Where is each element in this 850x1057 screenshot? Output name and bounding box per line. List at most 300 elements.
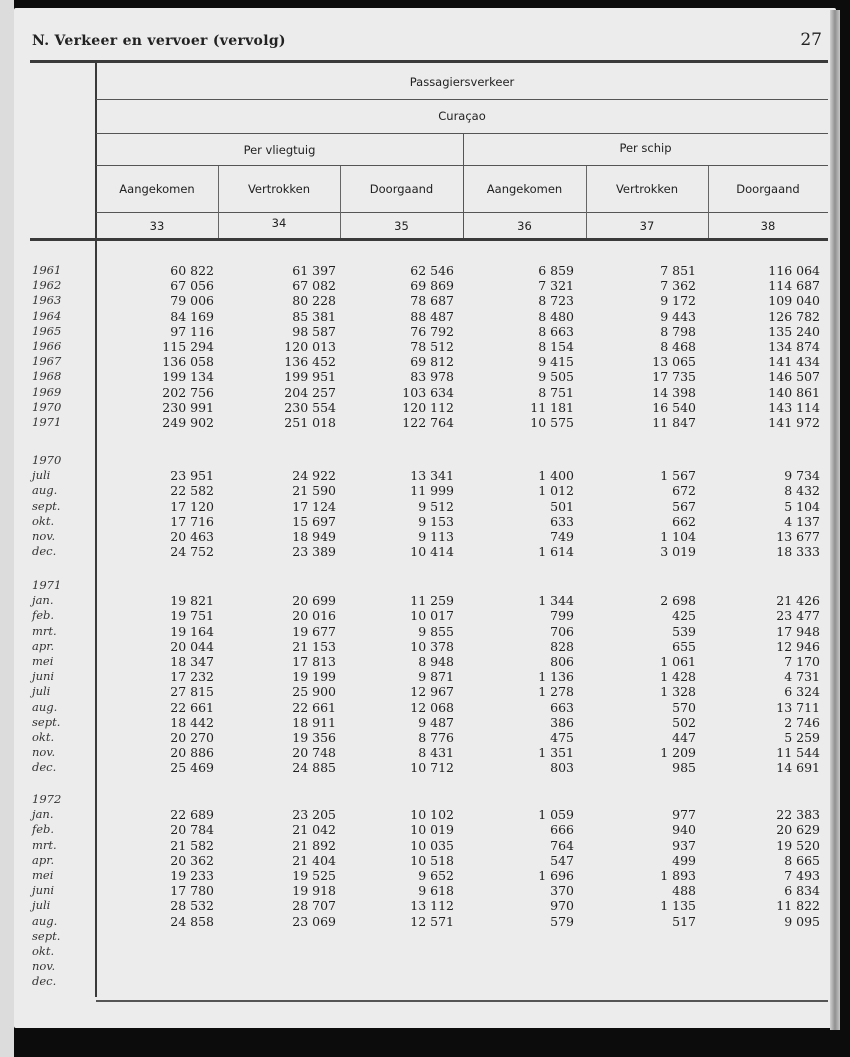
table-cell: 8 468 bbox=[660, 338, 696, 354]
table-cell: 17 716 bbox=[170, 513, 214, 529]
row-label: juni bbox=[32, 883, 55, 898]
table-cell: 9 095 bbox=[784, 913, 820, 929]
col-number-33: 33 bbox=[149, 219, 165, 233]
table-cell: 21 590 bbox=[292, 483, 336, 499]
table-cell: 143 114 bbox=[768, 399, 820, 415]
col-number-35: 35 bbox=[394, 219, 409, 233]
table-cell: 539 bbox=[672, 623, 696, 639]
table-cell: 230 554 bbox=[284, 399, 336, 415]
table-cell: 8 776 bbox=[418, 729, 454, 745]
table-cell bbox=[710, 944, 820, 959]
table-cell: 13 677 bbox=[776, 528, 820, 544]
table-cell: 7 851 bbox=[660, 263, 696, 278]
table-cell: 977 bbox=[672, 807, 696, 823]
table-cell: 803 bbox=[550, 760, 574, 776]
header-rule-4 bbox=[96, 212, 828, 213]
table-cell: 4 731 bbox=[784, 669, 820, 685]
table-cell: 9 415 bbox=[538, 354, 574, 370]
table-cell: 11 999 bbox=[410, 483, 454, 499]
row-label: okt. bbox=[32, 513, 55, 528]
table-cell: 1 344 bbox=[538, 593, 574, 609]
table-cell: 19 520 bbox=[776, 837, 820, 853]
table-cell bbox=[226, 944, 336, 959]
table-cell bbox=[710, 959, 820, 974]
row-labels bbox=[32, 792, 61, 989]
table-cell: 6 859 bbox=[538, 263, 574, 278]
table-cell: 83 978 bbox=[410, 369, 454, 385]
table-cell bbox=[586, 974, 696, 989]
table-cell: 985 bbox=[672, 760, 696, 776]
table-cell: 136 452 bbox=[284, 354, 336, 370]
table-cell bbox=[464, 974, 574, 989]
table-cell: 663 bbox=[550, 699, 574, 715]
table-cell: 114 687 bbox=[768, 278, 820, 294]
table-cell: 488 bbox=[672, 883, 696, 899]
table-cell: 764 bbox=[550, 837, 574, 853]
row-label: juni bbox=[32, 669, 55, 684]
value-column-33 bbox=[104, 807, 214, 989]
table-cell bbox=[104, 944, 214, 959]
table-cell: 84 169 bbox=[170, 308, 214, 324]
table-cell: 109 040 bbox=[768, 293, 820, 309]
table-cell bbox=[586, 959, 696, 974]
row-label: sept. bbox=[32, 928, 61, 943]
table-cell: 15 697 bbox=[292, 513, 336, 529]
table-cell: 141 972 bbox=[768, 414, 820, 430]
header-rule-1 bbox=[96, 99, 828, 100]
row-label: 1970 bbox=[32, 399, 62, 414]
table-cell: 1 400 bbox=[538, 468, 574, 484]
row-label: mrt. bbox=[32, 623, 57, 638]
table-cell: 7 362 bbox=[660, 278, 696, 294]
table-cell: 940 bbox=[672, 822, 696, 838]
table-cell: 9 871 bbox=[418, 669, 454, 685]
table-cell: 67 056 bbox=[170, 278, 214, 294]
table-cell: 10 035 bbox=[410, 837, 454, 853]
table-cell: 1 614 bbox=[538, 544, 574, 560]
table-cell: 9 855 bbox=[418, 623, 454, 639]
section-title: N. Verkeer en vervoer (vervolg) bbox=[32, 33, 286, 49]
table-cell: 12 571 bbox=[410, 913, 454, 929]
table-cell: 25 469 bbox=[170, 760, 214, 776]
row-label: 1971 bbox=[32, 414, 62, 429]
table-cell: 69 812 bbox=[410, 354, 454, 370]
table-cell: 13 341 bbox=[410, 468, 454, 484]
value-column-33 bbox=[104, 593, 214, 775]
table-cell: 8 665 bbox=[784, 852, 820, 868]
table-cell: 136 058 bbox=[162, 354, 214, 370]
table-cell: 16 540 bbox=[652, 399, 696, 415]
col-number-38: 38 bbox=[760, 219, 776, 233]
value-column-34 bbox=[226, 468, 336, 559]
table-cell bbox=[586, 944, 696, 959]
table-cell: 1 136 bbox=[538, 669, 574, 685]
table-cell: 67 082 bbox=[292, 278, 336, 294]
table-cell: 122 764 bbox=[402, 414, 454, 430]
table-cell: 8 663 bbox=[538, 323, 574, 339]
table-cell: 78 687 bbox=[410, 293, 454, 309]
col-number-37: 37 bbox=[639, 219, 655, 233]
table-cell: 11 544 bbox=[776, 745, 820, 761]
row-label: 1965 bbox=[32, 323, 62, 338]
table-cell: 13 711 bbox=[776, 699, 820, 715]
table-cell bbox=[226, 929, 336, 944]
table-cell: 14 691 bbox=[776, 760, 820, 776]
table-cell bbox=[710, 974, 820, 989]
table-cell: 425 bbox=[672, 608, 696, 624]
row-label: mei bbox=[32, 867, 54, 882]
row-label: mrt. bbox=[32, 837, 57, 852]
table-cell: 20 784 bbox=[170, 822, 214, 838]
table-cell: 517 bbox=[672, 913, 696, 929]
value-column-35 bbox=[344, 807, 454, 989]
table-cell: 501 bbox=[550, 498, 574, 514]
row-label: mei bbox=[32, 653, 54, 668]
table-cell: 8 480 bbox=[538, 308, 574, 324]
table-cell: 24 885 bbox=[292, 760, 336, 776]
table-cell: 8 723 bbox=[538, 293, 574, 309]
table-cell: 1 696 bbox=[538, 867, 574, 883]
table-cell: 567 bbox=[672, 498, 696, 514]
table-cell: 9 734 bbox=[784, 468, 820, 484]
row-label: aug. bbox=[32, 913, 58, 928]
table-cell: 17 780 bbox=[170, 883, 214, 899]
table-cell: 17 232 bbox=[170, 669, 214, 685]
table-cell: 3 019 bbox=[660, 544, 696, 560]
table-cell: 502 bbox=[672, 714, 696, 730]
table-cell: 251 018 bbox=[284, 414, 336, 430]
block-heading: 1972 bbox=[32, 792, 62, 806]
table-cell: 24 922 bbox=[292, 468, 336, 484]
row-label: apr. bbox=[32, 638, 55, 653]
table-cell: 202 756 bbox=[162, 384, 214, 400]
row-label: dec. bbox=[32, 544, 57, 559]
table-cell: 18 333 bbox=[776, 544, 820, 560]
table-cell: 17 948 bbox=[776, 623, 820, 639]
table-cell: 69 869 bbox=[410, 278, 454, 294]
col-header-38: Doorgaand bbox=[736, 182, 800, 196]
table-cell: 60 822 bbox=[170, 263, 214, 278]
table-cell: 1 567 bbox=[660, 468, 696, 484]
col-number-36: 36 bbox=[517, 219, 532, 233]
table-cell: 25 900 bbox=[292, 684, 336, 700]
row-labels bbox=[32, 263, 61, 430]
table-cell: 11 259 bbox=[410, 593, 454, 609]
block-heading: 1970 bbox=[32, 453, 62, 467]
value-column-35 bbox=[344, 468, 454, 559]
table-cell: 706 bbox=[550, 623, 574, 639]
table-cell: 20 629 bbox=[776, 822, 820, 838]
table-cell: 19 233 bbox=[170, 867, 214, 883]
table-cell: 22 689 bbox=[170, 807, 214, 823]
table-cell: 134 874 bbox=[768, 338, 820, 354]
table-cell bbox=[710, 929, 820, 944]
table-cell: 61 397 bbox=[292, 263, 336, 278]
col-number-34: 34 bbox=[271, 216, 287, 230]
table-cell: 1 059 bbox=[538, 807, 574, 823]
row-label: apr. bbox=[32, 852, 55, 867]
table-cell: 199 951 bbox=[284, 369, 336, 385]
table-cell: 9 172 bbox=[660, 293, 696, 309]
table-cell: 13 065 bbox=[652, 354, 696, 370]
table-cell: 20 362 bbox=[170, 852, 214, 868]
table-cell: 12 068 bbox=[410, 699, 454, 715]
table-cell: 9 153 bbox=[418, 513, 454, 529]
table-cell: 8 948 bbox=[418, 653, 454, 669]
table-cell: 22 661 bbox=[170, 699, 214, 715]
table-cell: 140 861 bbox=[768, 384, 820, 400]
value-column-33 bbox=[104, 263, 214, 430]
col-header-35: Doorgaand bbox=[369, 182, 434, 196]
table-cell: 19 751 bbox=[170, 608, 214, 624]
table-cell: 19 199 bbox=[292, 669, 336, 685]
table-cell: 8 154 bbox=[538, 338, 574, 354]
table-cell: 579 bbox=[550, 913, 574, 929]
table-cell: 14 398 bbox=[652, 384, 696, 400]
table-cell: 120 013 bbox=[284, 338, 336, 354]
table-cell: 18 442 bbox=[170, 714, 214, 730]
table-cell: 21 404 bbox=[292, 852, 336, 868]
table-cell: 20 699 bbox=[292, 593, 336, 609]
row-labels bbox=[32, 453, 61, 559]
table-cell: 10 019 bbox=[410, 822, 454, 838]
table-cell: 547 bbox=[550, 852, 574, 868]
value-column-37 bbox=[586, 593, 696, 775]
table-cell bbox=[104, 929, 214, 944]
table-cell: 97 116 bbox=[170, 323, 214, 339]
row-label: 1968 bbox=[32, 369, 62, 384]
table-cell: 62 546 bbox=[410, 263, 454, 278]
table-cell: 970 bbox=[550, 898, 574, 914]
value-column-38 bbox=[710, 468, 820, 559]
table-cell: 570 bbox=[672, 699, 696, 715]
table-cell: 85 381 bbox=[292, 308, 336, 324]
col-header-37: Vertrokken bbox=[615, 182, 679, 196]
table-cell: 20 016 bbox=[292, 608, 336, 624]
table-cell: 249 902 bbox=[162, 414, 214, 430]
block-heading: 1971 bbox=[32, 578, 62, 592]
table-cell: 7 321 bbox=[538, 278, 574, 294]
table-cell: 10 378 bbox=[410, 638, 454, 654]
table-cell: 633 bbox=[550, 513, 574, 529]
table-cell: 12 946 bbox=[776, 638, 820, 654]
table-cell: 19 356 bbox=[292, 729, 336, 745]
table-cell: 146 507 bbox=[768, 369, 820, 385]
table-cell: 13 112 bbox=[410, 898, 454, 914]
row-label: 1969 bbox=[32, 384, 62, 399]
value-column-34 bbox=[226, 807, 336, 989]
table-cell: 19 525 bbox=[292, 867, 336, 883]
row-label: okt. bbox=[32, 729, 55, 744]
table-cell: 8 431 bbox=[418, 745, 454, 761]
table-cell: 2 698 bbox=[660, 593, 696, 609]
table-cell: 1 328 bbox=[660, 684, 696, 700]
table-cell: 21 582 bbox=[170, 837, 214, 853]
table-cell: 98 587 bbox=[292, 323, 336, 339]
table-cell: 370 bbox=[550, 883, 574, 899]
table-cell: 9 652 bbox=[418, 867, 454, 883]
page-edge bbox=[830, 10, 840, 1030]
value-column-36 bbox=[464, 263, 574, 430]
binding-edge bbox=[0, 0, 14, 1057]
table-cell bbox=[344, 944, 454, 959]
header-bottom-rule bbox=[30, 238, 828, 241]
section-ship: Per schip bbox=[619, 141, 672, 155]
top-rule bbox=[30, 60, 828, 63]
table-cell: 23 205 bbox=[292, 807, 336, 823]
table-cell: 1 061 bbox=[660, 653, 696, 669]
table-cell: 21 892 bbox=[292, 837, 336, 853]
value-column-33 bbox=[104, 468, 214, 559]
row-label: aug. bbox=[32, 699, 58, 714]
row-label: okt. bbox=[32, 943, 55, 958]
table-cell: 10 712 bbox=[410, 760, 454, 776]
row-label: juli bbox=[32, 468, 51, 483]
table-cell: 199 134 bbox=[162, 369, 214, 385]
value-column-36 bbox=[464, 593, 574, 775]
row-labels bbox=[32, 578, 61, 775]
table-cell: 666 bbox=[550, 822, 574, 838]
row-label: jan. bbox=[32, 807, 54, 822]
value-column-37 bbox=[586, 468, 696, 559]
table-cell: 10 414 bbox=[410, 544, 454, 560]
table-cell: 22 582 bbox=[170, 483, 214, 499]
header-rule-3 bbox=[96, 165, 828, 166]
table-cell: 23 069 bbox=[292, 913, 336, 929]
table-cell: 2 746 bbox=[784, 714, 820, 730]
table-cell: 6 834 bbox=[784, 883, 820, 899]
table-cell: 10 518 bbox=[410, 852, 454, 868]
row-label: 1967 bbox=[32, 354, 62, 369]
table-cell: 80 228 bbox=[292, 293, 336, 309]
table-cell: 749 bbox=[550, 528, 574, 544]
table-cell: 28 532 bbox=[170, 898, 214, 914]
table-cell: 18 347 bbox=[170, 653, 214, 669]
value-column-35 bbox=[344, 263, 454, 430]
table-cell: 17 120 bbox=[170, 498, 214, 514]
table-cell: 8 751 bbox=[538, 384, 574, 400]
row-label: dec. bbox=[32, 974, 57, 989]
table-cell: 1 135 bbox=[660, 898, 696, 914]
table-cell: 1 428 bbox=[660, 669, 696, 685]
table-cell: 9 113 bbox=[418, 528, 454, 544]
row-label: 1962 bbox=[32, 278, 62, 293]
table-cell: 799 bbox=[550, 608, 574, 624]
table-cell: 20 463 bbox=[170, 528, 214, 544]
table-cell bbox=[226, 974, 336, 989]
row-label: nov. bbox=[32, 745, 56, 760]
table-cell: 499 bbox=[672, 852, 696, 868]
table-cell: 5 104 bbox=[784, 498, 820, 514]
row-label: 1961 bbox=[32, 263, 62, 277]
table-cell: 447 bbox=[672, 729, 696, 745]
subgroup-title: Curaçao bbox=[438, 109, 486, 123]
table-cell: 8 798 bbox=[660, 323, 696, 339]
row-label: nov. bbox=[32, 959, 56, 974]
value-column-38 bbox=[710, 593, 820, 775]
table-cell: 9 512 bbox=[418, 498, 454, 514]
table-cell: 475 bbox=[550, 729, 574, 745]
value-column-34 bbox=[226, 593, 336, 775]
value-column-36 bbox=[464, 807, 574, 989]
table-cell bbox=[226, 959, 336, 974]
table-cell: 76 792 bbox=[410, 323, 454, 339]
table-cell: 9 505 bbox=[538, 369, 574, 385]
value-column-37 bbox=[586, 807, 696, 989]
group-title: Passagiersverkeer bbox=[409, 75, 515, 89]
table-cell: 141 434 bbox=[768, 354, 820, 370]
table-cell: 17 735 bbox=[652, 369, 696, 385]
table-cell: 103 634 bbox=[402, 384, 454, 400]
table-cell: 10 017 bbox=[410, 608, 454, 624]
table-cell: 1 351 bbox=[538, 745, 574, 761]
table-cell: 828 bbox=[550, 638, 574, 654]
table-cell: 10 102 bbox=[410, 807, 454, 823]
table-cell bbox=[344, 974, 454, 989]
table-cell bbox=[464, 944, 574, 959]
header-rule-2 bbox=[96, 133, 828, 134]
table-cell: 23 951 bbox=[170, 468, 214, 484]
value-column-38 bbox=[710, 263, 820, 430]
row-label: 1966 bbox=[32, 338, 62, 353]
table-cell: 120 112 bbox=[402, 399, 454, 415]
table-cell: 662 bbox=[672, 513, 696, 529]
table-cell: 22 383 bbox=[776, 807, 820, 823]
table-cell: 12 967 bbox=[410, 684, 454, 700]
row-label: sept. bbox=[32, 498, 61, 513]
table-cell: 17 813 bbox=[292, 653, 336, 669]
value-column-37 bbox=[586, 263, 696, 430]
table-cell: 78 512 bbox=[410, 338, 454, 354]
table-cell: 5 259 bbox=[784, 729, 820, 745]
table-cell bbox=[464, 959, 574, 974]
section-air: Per vliegtuig bbox=[243, 143, 316, 157]
row-label: 1963 bbox=[32, 293, 62, 308]
table-cell: 1 209 bbox=[660, 745, 696, 761]
table-cell: 6 324 bbox=[784, 684, 820, 700]
table-cell: 8 432 bbox=[784, 483, 820, 499]
table-cell: 17 124 bbox=[292, 498, 336, 514]
table-cell: 9 487 bbox=[418, 714, 454, 730]
table-cell bbox=[104, 959, 214, 974]
table-cell: 23 477 bbox=[776, 608, 820, 624]
table-cell: 126 782 bbox=[768, 308, 820, 324]
table-cell: 11 822 bbox=[776, 898, 820, 914]
table-cell: 21 426 bbox=[776, 593, 820, 609]
table-cell: 21 153 bbox=[292, 638, 336, 654]
row-label: feb. bbox=[32, 822, 55, 837]
table-cell: 9 618 bbox=[418, 883, 454, 899]
table-cell: 10 575 bbox=[530, 414, 574, 430]
col-header-33: Aangekomen bbox=[119, 182, 195, 196]
table-cell bbox=[344, 929, 454, 944]
table-cell: 20 748 bbox=[292, 745, 336, 761]
table-cell: 88 487 bbox=[410, 308, 454, 324]
row-label: jan. bbox=[32, 593, 54, 608]
table-cell: 22 661 bbox=[292, 699, 336, 715]
table-cell: 7 170 bbox=[784, 653, 820, 669]
col-header-34: Vertrokken bbox=[247, 182, 311, 196]
table-cell: 655 bbox=[672, 638, 696, 654]
row-label: 1964 bbox=[32, 308, 62, 323]
table-cell: 937 bbox=[672, 837, 696, 853]
row-label: feb. bbox=[32, 608, 55, 623]
table-cell: 672 bbox=[672, 483, 696, 499]
table-cell: 19 918 bbox=[292, 883, 336, 899]
row-label: juli bbox=[32, 684, 51, 699]
row-label: juli bbox=[32, 898, 51, 913]
table-cell: 11 847 bbox=[652, 414, 696, 430]
